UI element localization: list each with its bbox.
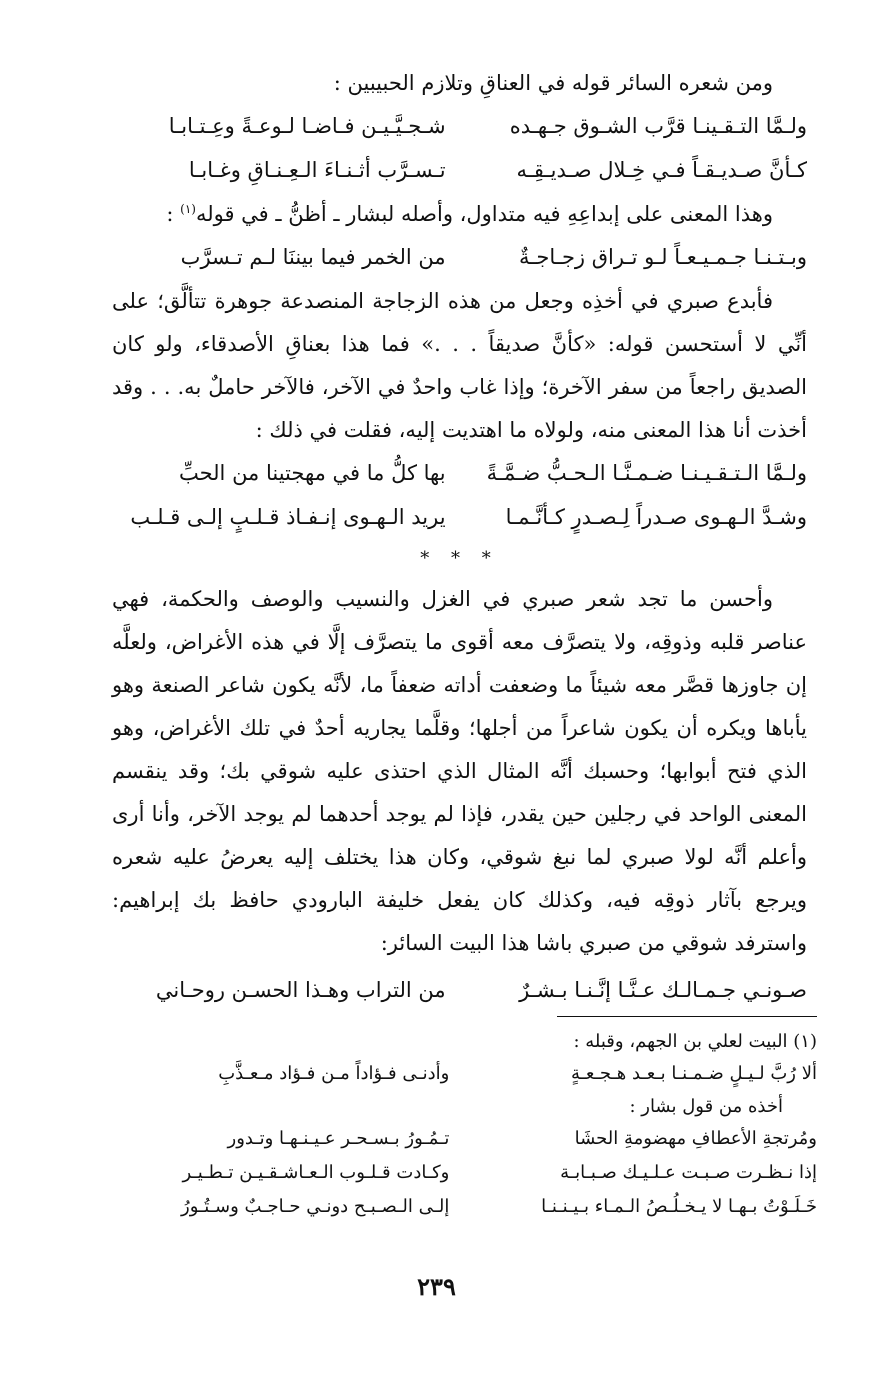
verse-6-second-hemistich: من التراب وهـذا الحسـن روحـاني [155, 978, 446, 1002]
paragraph-1-text: وهذا المعنى على إبداعِهِ فيه متداول، وأصله لبشار ـ أظنُّ ـ في قوله [195, 202, 773, 226]
verse-2 [112, 149, 807, 193]
verse-1 [112, 105, 807, 149]
verse-3-first-hemistich: وبـتـنـا جـمـيـعـاً لـو تـراق زجـاجـةٌ [519, 245, 807, 269]
verse-5 [112, 496, 807, 540]
paragraph-3: وأحسن ما تجد شعر صبري في الغزل والنسيب والوصف والحكمة، فهي عناصر قلبه وذوقِه، ولا يتصرَّف معه أقوى ما يتصرَّف إلَّا في هذه الأغراض، ولعلَّه إن جاوزها قصَّر معه شيئاً ما وضعفت أداته ضعفاً ما، لأنَّه يكون شاعر الصنعة وهو يأباها ويكره أن يكون شاعراً من أجلها؛ وقلَّما يجاريه أحدٌ في تلك الأغراض، وهو الذي فتح أبوابها؛ وحسبك أنَّه المثال الذي احتذى عليه شوقي بك؛ وقد ينقسم المعنى الواحد في رجلين حين يقدر، فإذا لم يوجد أحدهما لم يوجد الآخر، وأنا أرى وأعلم أنَّه لولا صبري لما نبغ شوقي، وكان هذا يختلف إليه يعرضُ عليه شعره ويرجع بآثار ذوقِه فيه، وكذلك كان يفعل خليفة البارودي حافظ بك إبراهيم: واسترفد شوقي من صبري باشا هذا البيت السائر: [112, 587, 807, 955]
verse-2-second-hemistich: تـسـرَّب أثـنـاءَ الـعِـنـاقِ وغـابـا [188, 158, 446, 182]
verse-2-first-hemistich: كـأنَّ صـديـقـاً فـي خِـلال صـديـقِـه [516, 158, 807, 182]
footnote-verse-1-first: ألا رُبَّ لـيـلٍ ضـمـنـا بـعـد هـجـعـةٍ [571, 1063, 817, 1084]
paragraph-2: فأبدع صبري في أخذِه وجعل من هذه الزجاجة المنصدعة جوهرة تتألَّق؛ على أنِّي لا أستحسن قوله: «كأنَّ صديقاً . . .» فما هذا بعناقِ الأصدقاء، ولو كان الصديق راجعاً من سفر الآخرة؛ وإذا غاب واحدٌ في الآخر، فالآخر حاملٌ به. . . وقد أخذت أنا هذا المعنى منه، ولولاه ما اهتديت إليه، فقلت في ذلك : [112, 289, 808, 442]
footnote-verse-2-first: ومُرتجةِ الأعطافِ مهضومةِ الحشَا [574, 1128, 817, 1149]
footnotes [110, 1026, 817, 1224]
verse-3 [112, 236, 807, 280]
verse-1-first-hemistich: ولـمَّا التـقـينـا قرَّب الشـوق جـهـده [509, 114, 807, 138]
footnote-verse-4 [110, 1190, 817, 1224]
main-text [112, 62, 807, 1013]
footnote-verse-2-second: تـمُـورُ بـسـحـر عـيـنـهـا وتـدور [227, 1128, 450, 1149]
footnote-verse-3 [110, 1156, 817, 1190]
intro-line: ومن شعره السائر قوله في العناقِ وتلازم الحبيبين : [333, 71, 773, 95]
footnote-verse-1-second: وأدنـى فـؤاداً مـن فـؤاد مـعـذَّبِ [218, 1063, 450, 1084]
footnote-verse-1 [110, 1057, 817, 1091]
footnote-verse-4-second: إلـى الـصـبـح دونـي حـاجـبٌ وسـتُـورُ [181, 1196, 450, 1217]
footnote-verse-3-first: إذا نـظـرت صـبـت عـلـيـك صـبـابـة [560, 1162, 817, 1183]
verse-4-first-hemistich: ولـمَّا الـتـقـيـنـا ضـمـنَّـا الـحـبُّ ضـمَّـةً [486, 461, 807, 485]
page-number: ٢٣٩ [417, 1272, 456, 1301]
paragraph-1-end: : [166, 202, 181, 226]
footnote-1-intro: (١) البيت لعلي بن الجهم، وقبله : [573, 1031, 817, 1052]
footnote-verse-3-second: وكـادت قـلـوب الـعـاشـقـيـن تـطـيـر [182, 1162, 450, 1183]
verse-6 [112, 969, 807, 1013]
verse-6-first-hemistich: صـونـي جـمـالـك عـنَّـا إنَّـنـا بـشـرٌ [519, 978, 807, 1002]
verse-4 [112, 452, 807, 496]
verse-5-second-hemistich: يريد الـهـوى إنـفـاذ قـلـبٍ إلـى قـلـب [130, 505, 446, 529]
verse-1-second-hemistich: شـجـيَّـيـن فـاضـا لـوعـةً وعِـتـابـا [168, 114, 446, 138]
paragraph-1 [112, 193, 807, 236]
section-separator: * * * [420, 548, 499, 569]
footnote-bashar-line: أخذه من قول بشار : [629, 1096, 783, 1117]
verse-5-first-hemistich: وشـدَّ الـهـوى صـدراً لِـصـدرٍ كـأنَّـمـا [505, 505, 807, 529]
footnote-divider [557, 1016, 817, 1017]
footnote-verse-4-first: خَـلَـوْتُ بـهـا لا يـخـلُـصُ الـمـاء بـيـنـنـا [541, 1196, 817, 1217]
verse-4-second-hemistich: بها كلُّ ما في مهجتينا من الحبِّ [178, 461, 446, 485]
footnote-marker: (١) [180, 202, 196, 216]
verse-3-second-hemistich: من الخمر فيما بيننَا لـم تـسرَّب [180, 245, 446, 269]
footnote-verse-2 [110, 1122, 817, 1156]
